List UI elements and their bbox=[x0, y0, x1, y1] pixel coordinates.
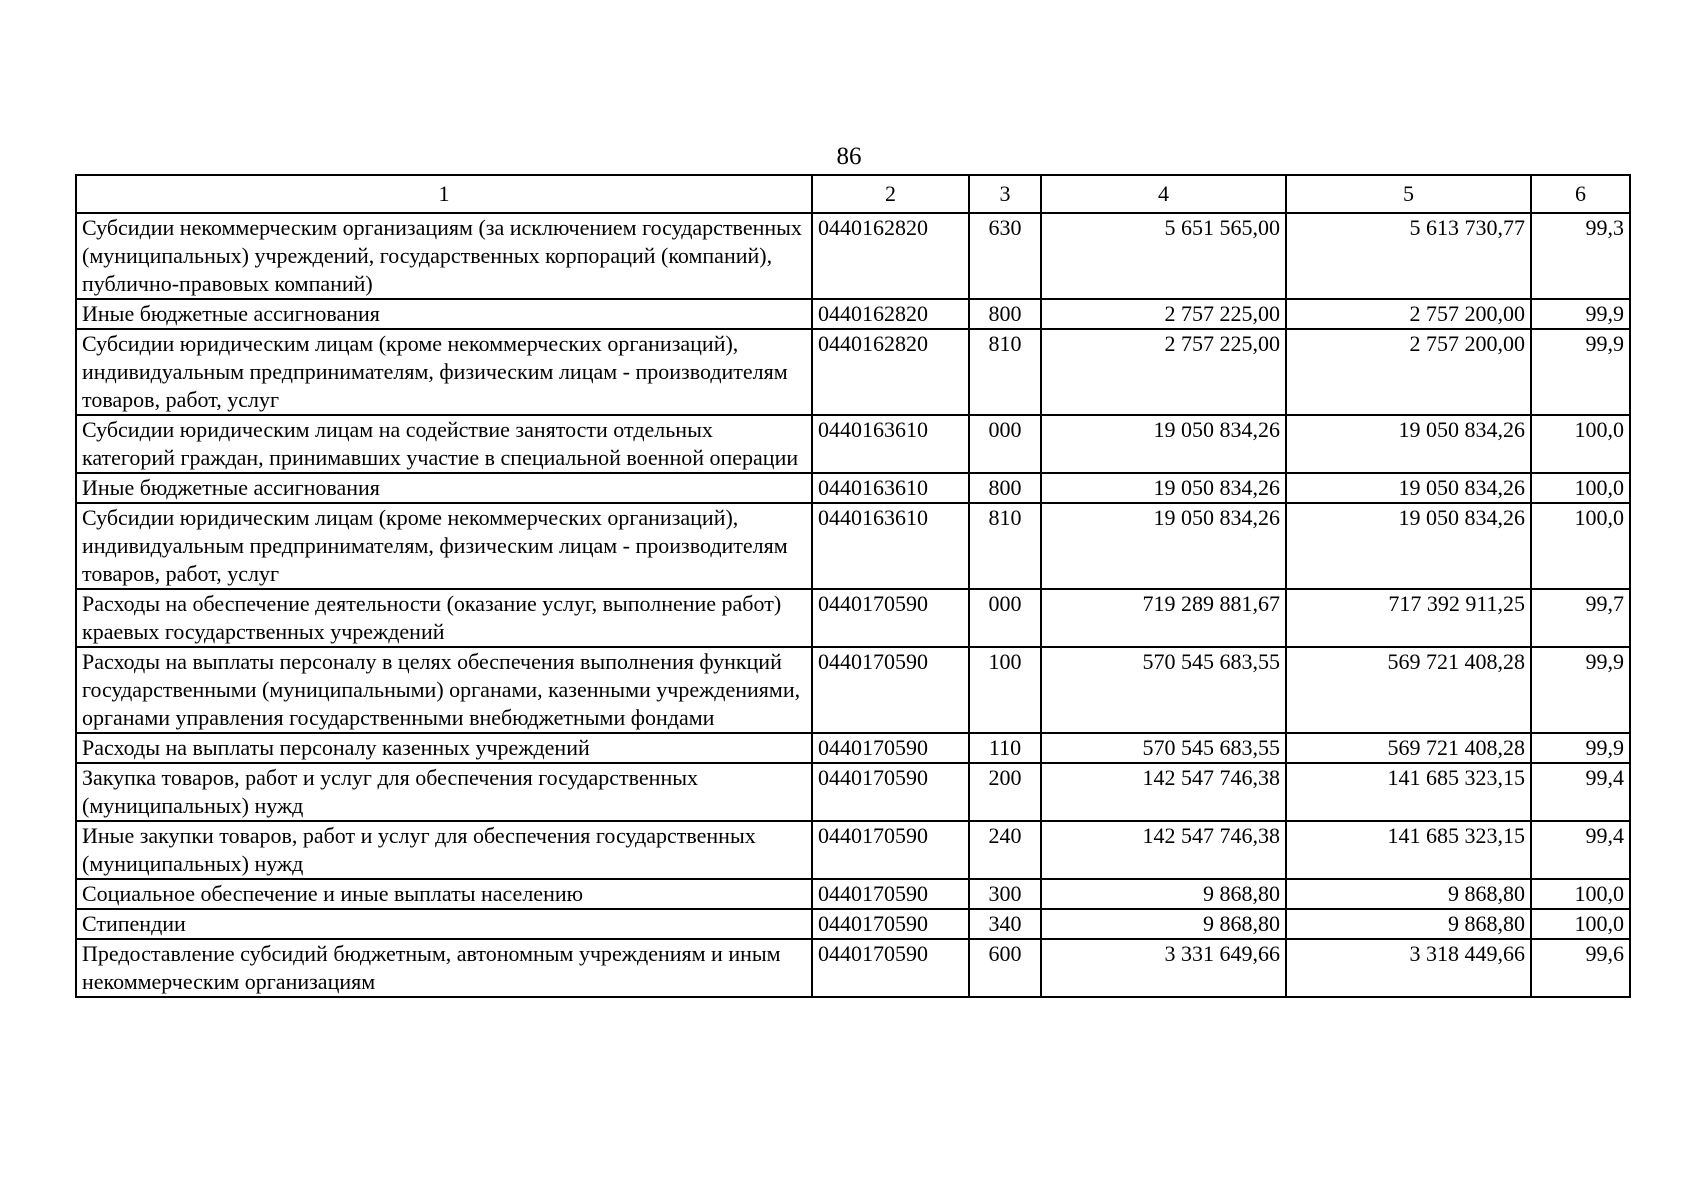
column-header-3: 3 bbox=[969, 175, 1041, 213]
row-actual-amount-cell: 569 721 408,28 bbox=[1286, 647, 1531, 733]
row-actual-amount-cell: 3 318 449,66 bbox=[1286, 939, 1531, 997]
row-percent-cell: 100,0 bbox=[1531, 415, 1630, 473]
row-percent-cell: 99,9 bbox=[1531, 733, 1630, 763]
row-planned-amount-cell: 2 757 225,00 bbox=[1041, 299, 1286, 329]
row-code-cell: 0440170590 bbox=[812, 733, 969, 763]
table-row bbox=[76, 415, 1630, 473]
row-planned-amount-cell: 9 868,80 bbox=[1041, 909, 1286, 939]
row-planned-amount-cell: 2 757 225,00 bbox=[1041, 329, 1286, 415]
row-expense-type-cell: 810 bbox=[969, 329, 1041, 415]
row-expense-type-cell: 810 bbox=[969, 503, 1041, 589]
row-name-cell: Расходы на обеспечение деятельности (оказание услуг, выполнение работ) краевых государственных учреждений bbox=[76, 589, 812, 647]
row-percent-cell: 99,6 bbox=[1531, 939, 1630, 997]
row-expense-type-cell: 200 bbox=[969, 763, 1041, 821]
row-code-cell: 0440170590 bbox=[812, 939, 969, 997]
table-row bbox=[76, 213, 1630, 299]
row-actual-amount-cell: 141 685 323,15 bbox=[1286, 821, 1531, 879]
row-planned-amount-cell: 9 868,80 bbox=[1041, 879, 1286, 909]
row-expense-type-cell: 800 bbox=[969, 299, 1041, 329]
table-row bbox=[76, 329, 1630, 415]
row-actual-amount-cell: 19 050 834,26 bbox=[1286, 503, 1531, 589]
row-code-cell: 0440162820 bbox=[812, 299, 969, 329]
row-expense-type-cell: 600 bbox=[969, 939, 1041, 997]
row-name-cell: Стипендии bbox=[76, 909, 812, 939]
column-header-4: 4 bbox=[1041, 175, 1286, 213]
row-expense-type-cell: 100 bbox=[969, 647, 1041, 733]
table-row bbox=[76, 763, 1630, 821]
page-number: 86 bbox=[836, 143, 862, 170]
table-row bbox=[76, 879, 1630, 909]
row-code-cell: 0440162820 bbox=[812, 329, 969, 415]
row-percent-cell: 99,3 bbox=[1531, 213, 1630, 299]
row-code-cell: 0440163610 bbox=[812, 415, 969, 473]
row-code-cell: 0440170590 bbox=[812, 589, 969, 647]
row-name-cell: Предоставление субсидий бюджетным, автономным учреждениям и иным некоммерческим организациям bbox=[76, 939, 812, 997]
row-code-cell: 0440170590 bbox=[812, 647, 969, 733]
column-header-2: 2 bbox=[812, 175, 969, 213]
table-row bbox=[76, 821, 1630, 879]
row-actual-amount-cell: 5 613 730,77 bbox=[1286, 213, 1531, 299]
row-code-cell: 0440163610 bbox=[812, 473, 969, 503]
row-actual-amount-cell: 717 392 911,25 bbox=[1286, 589, 1531, 647]
row-percent-cell: 99,9 bbox=[1531, 299, 1630, 329]
row-percent-cell: 99,4 bbox=[1531, 821, 1630, 879]
row-code-cell: 0440170590 bbox=[812, 821, 969, 879]
row-code-cell: 0440170590 bbox=[812, 909, 969, 939]
header-row bbox=[76, 175, 1630, 213]
table-row bbox=[76, 733, 1630, 763]
table-row bbox=[76, 503, 1630, 589]
row-planned-amount-cell: 3 331 649,66 bbox=[1041, 939, 1286, 997]
row-planned-amount-cell: 570 545 683,55 bbox=[1041, 647, 1286, 733]
row-name-cell: Субсидии юридическим лицам на содействие занятости отдельных категорий граждан, принимавших участие в специальной военной операции bbox=[76, 415, 812, 473]
table-row bbox=[76, 473, 1630, 503]
row-actual-amount-cell: 2 757 200,00 bbox=[1286, 329, 1531, 415]
row-name-cell: Иные закупки товаров, работ и услуг для обеспечения государственных (муниципальных) нужд bbox=[76, 821, 812, 879]
row-planned-amount-cell: 19 050 834,26 bbox=[1041, 503, 1286, 589]
row-actual-amount-cell: 19 050 834,26 bbox=[1286, 415, 1531, 473]
row-name-cell: Субсидии некоммерческим организациям (за исключением государственных (муниципальных) учреждений, государственных корпораций (компаний), публично-правовых компаний) bbox=[76, 213, 812, 299]
row-expense-type-cell: 240 bbox=[969, 821, 1041, 879]
column-header-6: 6 bbox=[1531, 175, 1630, 213]
row-expense-type-cell: 800 bbox=[969, 473, 1041, 503]
budget-execution-table bbox=[75, 174, 1631, 998]
table-row bbox=[76, 299, 1630, 329]
row-actual-amount-cell: 19 050 834,26 bbox=[1286, 473, 1531, 503]
row-expense-type-cell: 340 bbox=[969, 909, 1041, 939]
row-planned-amount-cell: 5 651 565,00 bbox=[1041, 213, 1286, 299]
row-actual-amount-cell: 569 721 408,28 bbox=[1286, 733, 1531, 763]
table-body bbox=[76, 213, 1630, 997]
row-percent-cell: 100,0 bbox=[1531, 503, 1630, 589]
row-expense-type-cell: 000 bbox=[969, 589, 1041, 647]
row-planned-amount-cell: 142 547 746,38 bbox=[1041, 763, 1286, 821]
row-percent-cell: 99,7 bbox=[1531, 589, 1630, 647]
row-expense-type-cell: 000 bbox=[969, 415, 1041, 473]
row-name-cell: Иные бюджетные ассигнования bbox=[76, 473, 812, 503]
row-expense-type-cell: 110 bbox=[969, 733, 1041, 763]
row-planned-amount-cell: 719 289 881,67 bbox=[1041, 589, 1286, 647]
row-name-cell: Социальное обеспечение и иные выплаты населению bbox=[76, 879, 812, 909]
row-percent-cell: 99,9 bbox=[1531, 329, 1630, 415]
row-planned-amount-cell: 570 545 683,55 bbox=[1041, 733, 1286, 763]
row-actual-amount-cell: 141 685 323,15 bbox=[1286, 763, 1531, 821]
row-planned-amount-cell: 142 547 746,38 bbox=[1041, 821, 1286, 879]
row-percent-cell: 99,9 bbox=[1531, 647, 1630, 733]
row-percent-cell: 100,0 bbox=[1531, 473, 1630, 503]
row-expense-type-cell: 300 bbox=[969, 879, 1041, 909]
column-header-5: 5 bbox=[1286, 175, 1531, 213]
row-name-cell: Иные бюджетные ассигнования bbox=[76, 299, 812, 329]
column-header-1: 1 bbox=[76, 175, 812, 213]
row-name-cell: Закупка товаров, работ и услуг для обеспечения государственных (муниципальных) нужд bbox=[76, 763, 812, 821]
row-actual-amount-cell: 2 757 200,00 bbox=[1286, 299, 1531, 329]
row-name-cell: Субсидии юридическим лицам (кроме некоммерческих организаций), индивидуальным предпринимателям, физическим лицам - производителям товаров, работ, услуг bbox=[76, 503, 812, 589]
row-name-cell: Расходы на выплаты персоналу казенных учреждений bbox=[76, 733, 812, 763]
table-row bbox=[76, 589, 1630, 647]
table-row bbox=[76, 939, 1630, 997]
row-percent-cell: 100,0 bbox=[1531, 909, 1630, 939]
row-code-cell: 0440162820 bbox=[812, 213, 969, 299]
row-percent-cell: 100,0 bbox=[1531, 879, 1630, 909]
row-planned-amount-cell: 19 050 834,26 bbox=[1041, 415, 1286, 473]
row-expense-type-cell: 630 bbox=[969, 213, 1041, 299]
row-code-cell: 0440170590 bbox=[812, 879, 969, 909]
row-name-cell: Субсидии юридическим лицам (кроме некоммерческих организаций), индивидуальным предпринимателям, физическим лицам - производителям товаров, работ, услуг bbox=[76, 329, 812, 415]
row-planned-amount-cell: 19 050 834,26 bbox=[1041, 473, 1286, 503]
table-row bbox=[76, 909, 1630, 939]
row-name-cell: Расходы на выплаты персоналу в целях обеспечения выполнения функций государственными (муниципальными) органами, казенными учреждениями, органами управления государственными внебюджетными фондами bbox=[76, 647, 812, 733]
row-percent-cell: 99,4 bbox=[1531, 763, 1630, 821]
row-code-cell: 0440170590 bbox=[812, 763, 969, 821]
row-actual-amount-cell: 9 868,80 bbox=[1286, 909, 1531, 939]
row-actual-amount-cell: 9 868,80 bbox=[1286, 879, 1531, 909]
row-code-cell: 0440163610 bbox=[812, 503, 969, 589]
table-row bbox=[76, 647, 1630, 733]
